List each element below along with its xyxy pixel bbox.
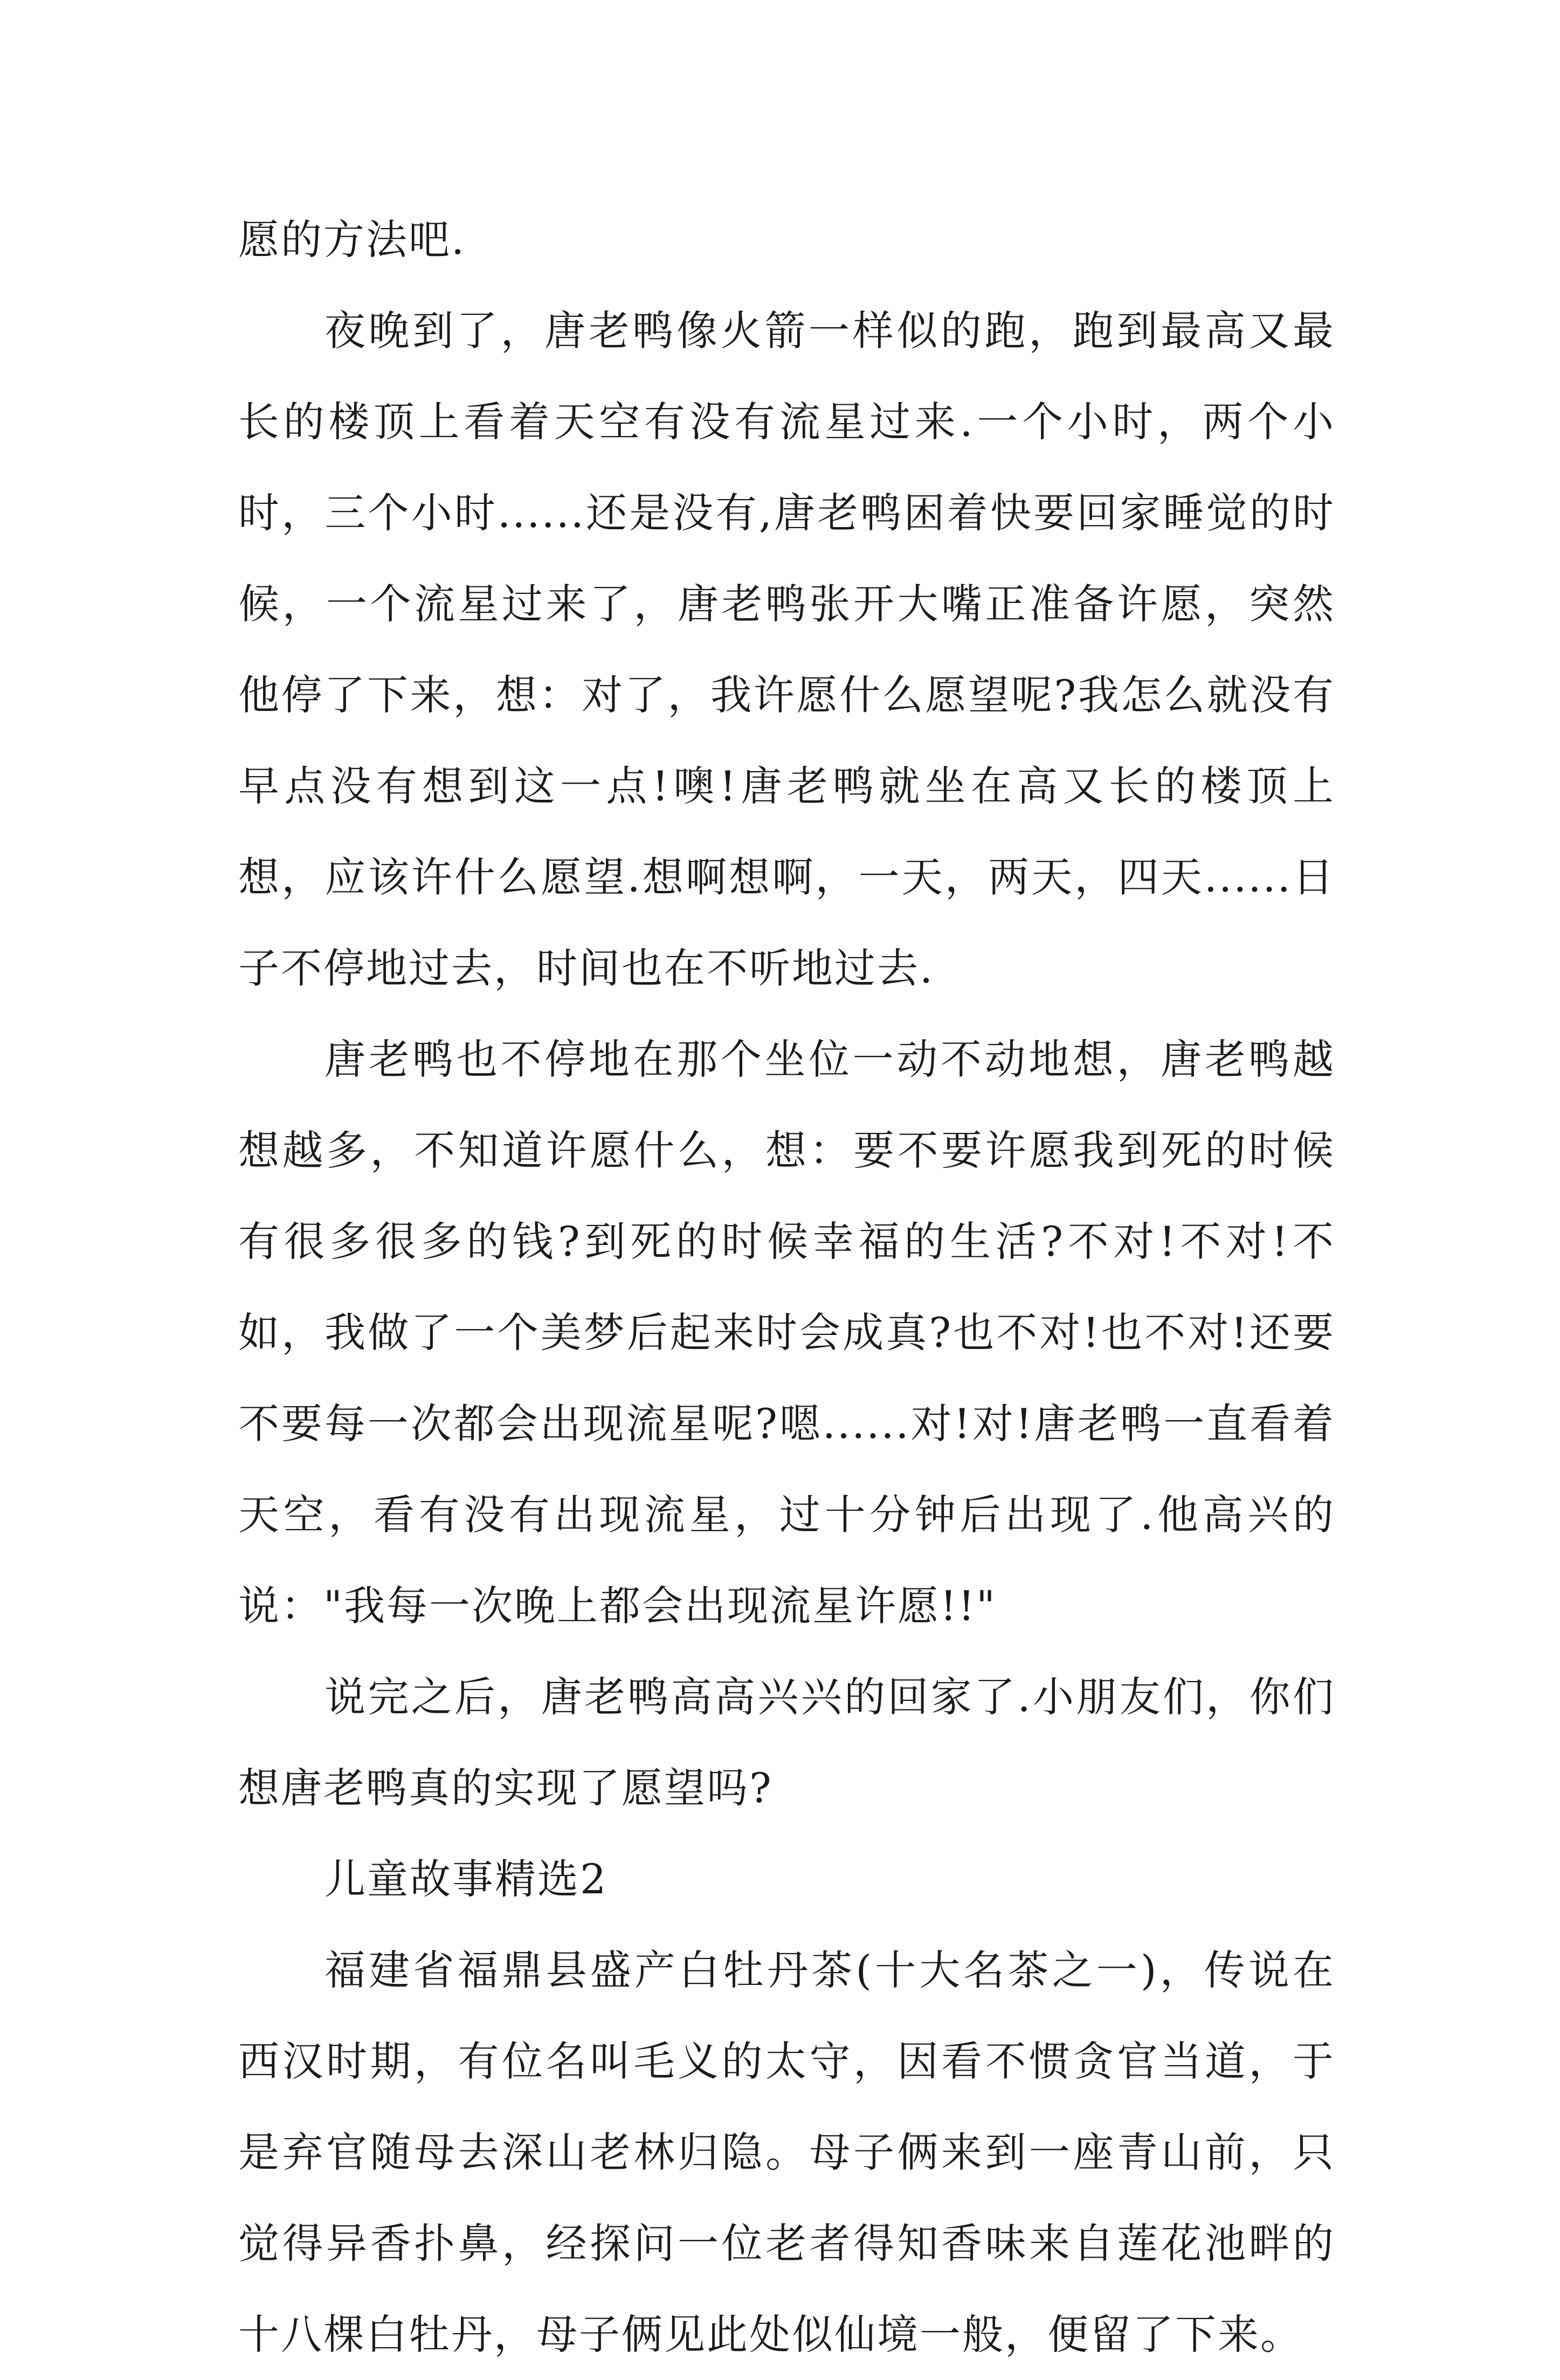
paragraph-goes-home: 说完之后，唐老鸭高高兴兴的回家了.小朋友们，你们想唐老鸭真的实现了愿望吗? — [238, 1673, 1335, 1812]
paragraph-white-peony-tea: 福建省福鼎县盛产白牡丹茶(十大名茶之一)，传说在西汉时期，有位名叫毛义的太守，因看不惯贪官当道，于是弃官随母去深山老林归隐。母子俩来到一座青山前，只觉得异香扑鼻，经探问一位老者得知香味来自莲花池畔的十八棵白牡丹，母子俩见此处似仙境一般，便留了下来。 — [238, 1946, 1335, 2358]
paragraph-keeps-thinking: 唐老鸭也不停地在那个坐位一动不动地想，唐老鸭越想越多，不知道许愿什么，想：要不要许愿我到死的时候有很多很多的钱?到死的时候幸福的生活?不对!不对!不如，我做了一个美梦后起来时会成真?也不对!也不对!还要不要每一次都会出现流星呢?嗯......对!对!唐老鸭一直看着天空，看有没有出现流星，过十分钟后出现了.他高兴的说："我每一次晚上都会出现流星许愿!!" — [238, 1035, 1335, 1630]
section-heading: 儿童故事精选2 — [325, 1855, 608, 1903]
paragraph-night-arrives: 夜晚到了，唐老鸭像火箭一样似的跑，跑到最高又最长的楼顶上看着天空有没有流星过来.一个小时，两个小时，三个小时......还是没有,唐老鸭困着快要回家睡觉的时候，一个流星过来了，唐老鸭张开大嘴正准备许愿，突然他停了下来，想：对了，我许愿什么愿望呢?我怎么就没有早点没有想到这一点!噢!唐老鸭就坐在高又长的楼顶上想，应该许什么愿望.想啊想啊，一天，两天，四天......日子不停地过去，时间也在不听地过去. — [238, 307, 1335, 992]
paragraph-continuation: 愿的方法吧. — [238, 216, 466, 264]
text-column — [238, 194, 1335, 2380]
